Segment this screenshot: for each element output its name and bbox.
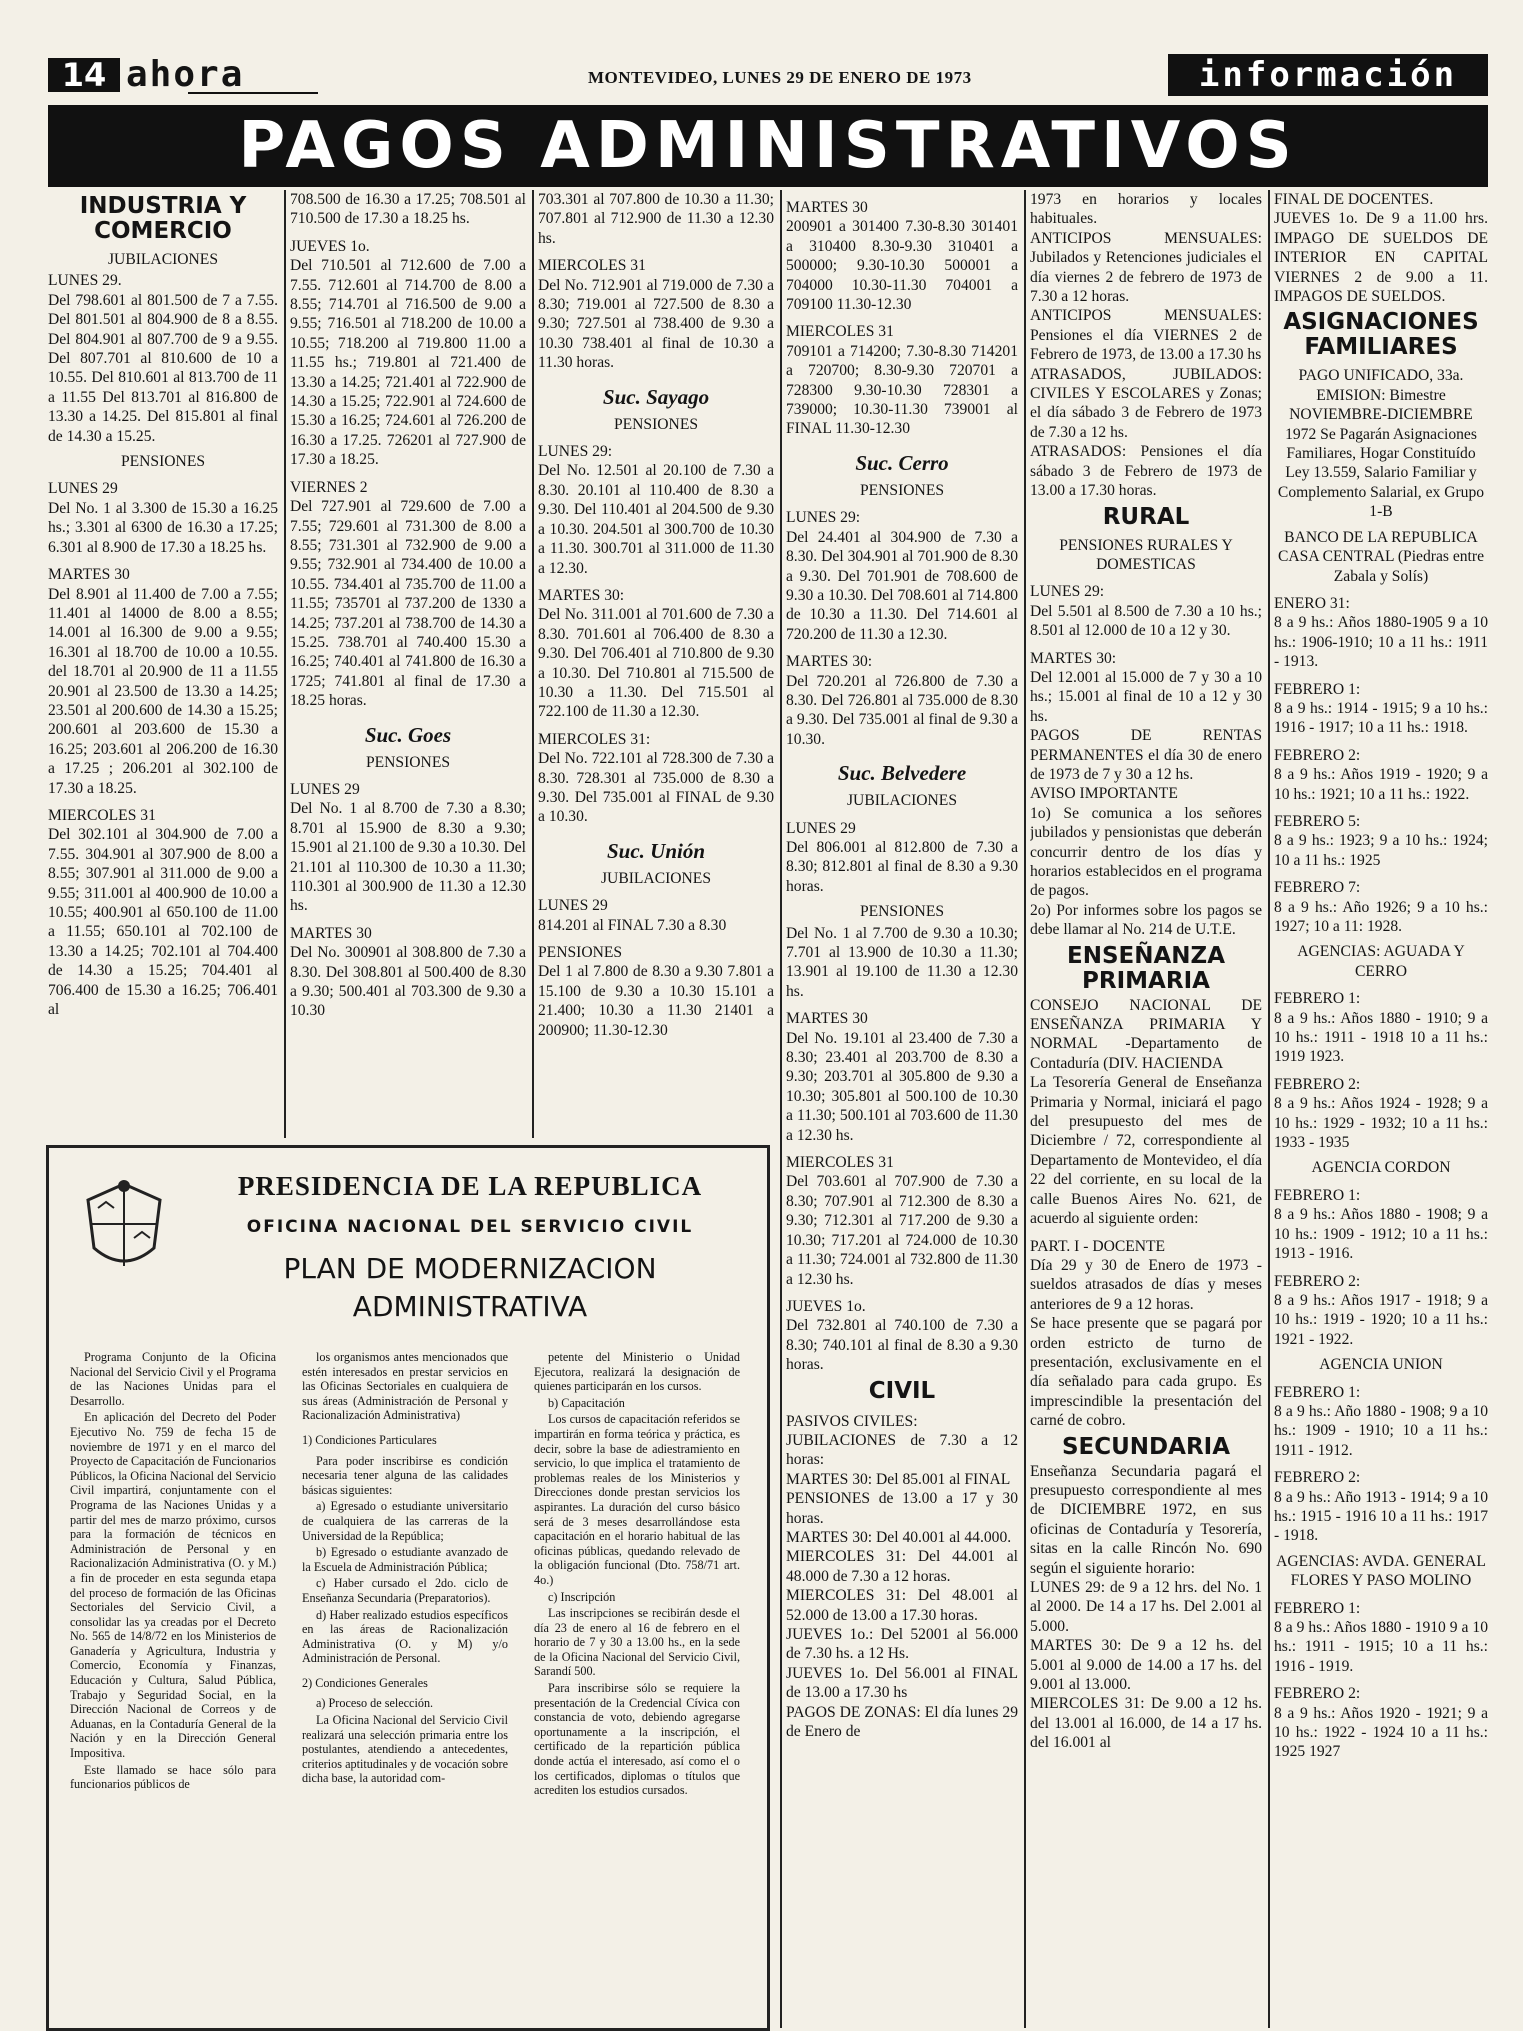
day-heading: JUEVES 1o. <box>290 237 370 255</box>
paragraph: Del 710.501 al 712.600 de 7.00 a 7.55. 712.601 al 714.700 de 8.00 a 8.55; 714.701 al 716.500 de 9.00 a 9.55; 716.501 al 718.200 de 10.00 a 10.55; 718.200 al 719.800 11.00 a 11.55 hs.; 719.801 al 721.400 de 13.30 a 14.25; 721.401 al 722.900 de 14.30 a 15.25; 722.901 al 724.600 de 15.30 a 16.25; 724.601 al 726.200 de 16.30 a 17.25. 726201 al 727.900 de 17.30 a 18.25. <box>290 257 526 469</box>
paragraph: ATRASADOS: Pensiones el día sábado 3 de Febrero de 1973 de 13.00 a 17.30 horas. <box>1030 443 1262 500</box>
subheading: PENSIONES <box>859 903 945 921</box>
day-heading: FEBRERO 1: <box>1274 1599 1361 1617</box>
subheading: JUBILACIONES <box>600 869 712 887</box>
dateline: MONTEVIDEO, LUNES 29 DE ENERO DE 1973 <box>588 68 972 87</box>
paragraph: Del No. 19.101 al 23.400 de 7.30 a 8.30; 23.401 al 203.700 de 8.30 a 9.30; 203.701 al 305.800 de 9.30 a 10.30; 305.801 al 500.100 de 10.30 a 11.30; 500.101 al 703.600 de 11.30 a 12.30 hs. <box>786 1029 1018 1144</box>
paragraph: Del No. 300901 al 308.800 de 7.30 a 8.30. Del 308.801 al 500.400 de 8.30 a 9.30; 500.401 al 703.300 de 9.30 a 10.30 <box>290 944 526 1020</box>
paragraph: ATRASADOS, JUBILADOS: CIVILES Y ESCOLARES y Zonas; el día sábado 3 de Febrero de 1973 de 7.30 a 12 hs. <box>1030 365 1262 441</box>
subheading: 1) Condiciones Particulares <box>302 1432 437 1447</box>
subheading: PENSIONES <box>120 453 206 471</box>
branch-heading: Suc. Goes <box>364 722 452 747</box>
paragraph: Del 806.001 al 812.800 de 7.30 a 8.30; 812.801 al final de 8.30 a 9.30 horas. <box>786 838 1018 895</box>
paragraph: Del No. 1 al 3.300 de 15.30 a 16.25 hs.; 3.301 al 6300 de 16.30 a 17.25; 6.301 al 8.900 de 17.30 a 18.25 hs. <box>48 499 278 556</box>
day-heading: LUNES 29: <box>538 443 613 461</box>
paragraph: ANTICIPOS MENSUALES: Jubilados y Retenciones judiciales el día viernes 2 de febrero de 1973 de 7.30 a 12 horas. <box>1030 229 1262 306</box>
paragraph: 8 a 9 hs.: Año 1913 - 1914; 9 a 10 hs.: 1915 - 1916 10 a 11 hs.: 1917 - 1918. <box>1274 1488 1488 1545</box>
national-coat-of-arms-icon <box>80 1178 168 1278</box>
day-heading: MARTES 30: <box>1030 649 1117 667</box>
day-heading: MARTES 30: <box>538 586 625 604</box>
paragraph: Del 24.401 al 304.900 de 7.30 a 8.30. Del 304.901 al 701.900 de 8.30 a 9.30. Del 701.901 de 708.600 de 9.30 a 10.30. Del 708.601 al 714.800 de 10.30 a 11.30. Del 714.601 al 720.200 de 11.30 a 12.30. <box>786 528 1018 643</box>
day-heading: FEBRERO 2: <box>1274 1272 1361 1290</box>
notice-title: PRESIDENCIA DE LA REPUBLICA <box>237 1171 703 1201</box>
paragraph: MARTES 30: Del 85.001 al FINAL <box>786 1470 1011 1488</box>
paragraph: c) Haber cursado el 2do. ciclo de Enseñanza Secundaria (Preparatorios). <box>302 1576 508 1605</box>
paragraph: Del No. 12.501 al 20.100 de 7.30 a 8.30. 20.101 al 110.400 de 8.30 a 9.30. Del 110.401 al 204.500 de 9.30 a 10.30. 204.501 al 300.700 de 10.30 a 11.30. 300.701 al 311.000 de 11.30 a 12.30. <box>538 462 774 577</box>
paragraph: d) Haber realizado estudios específicos en las áreas de Racionalización Administrativa (O. y M) y/o Administración de Personal. <box>302 1607 508 1666</box>
paragraph: LUNES 29: de 9 a 12 hrs. del No. 1 al 2000. De 14 a 17 hs. Del 2.001 al 5.000. <box>1030 1579 1262 1635</box>
branch-heading: Suc. Cerro <box>855 450 949 475</box>
paragraph: a) Egresado o estudiante universitario de cualquiera de las carreras de la Universidad de la República; <box>302 1499 508 1543</box>
paragraph: Programa Conjunto de la Oficina Nacional del Servicio Civil y el Programa de las Naciones Unidas para el Desarrollo. <box>70 1350 276 1408</box>
day-heading: MARTES 30 <box>786 199 868 216</box>
notice-column-2 <box>302 1350 508 2022</box>
paragraph: c) Inscripción <box>548 1589 616 1604</box>
masthead: ahora <box>126 54 245 95</box>
section-heading: ENSEÑANZA PRIMARIA <box>1066 942 1225 994</box>
paragraph: PAGOS DE ZONAS: El día lunes 29 de Enero de <box>786 1703 1018 1741</box>
column-rule <box>532 190 534 1138</box>
day-heading: MIERCOLES 31: <box>538 730 651 748</box>
notice-column-1 <box>70 1350 276 2022</box>
day-heading: FEBRERO 2: <box>1274 1685 1361 1703</box>
paragraph: Del 798.601 al 801.500 de 7 a 7.55. Del 801.501 al 804.900 de 8 a 8.55. Del 804.901 al 807.700 de 9 a 9.55. Del 807.701 al 810.600 de 10 a 10.55. Del 810.601 al 813.700 de 11 a 11.55 Del 813.701 al 816.800 de 13.30 a 14.25. Del 815.801 al final de 14.30 a 15.25. <box>48 291 278 445</box>
subheading: BANCO DE LA REPUBLICA CASA CENTRAL (Piedras entre Zabala y Solís) <box>1277 528 1484 585</box>
paragraph: petente del Ministerio o Unidad Ejecutora, realizará la designación de quienes participarán en los cursos. <box>534 1350 740 1394</box>
paragraph: a) Proceso de selección. <box>316 1696 434 1711</box>
paragraph: Los cursos de capacitación referidos se impartirán en forma teórica y práctica, es decir, sobre la base de adiestramiento en servicio, lo que implica el tratamiento de problemas reales de los Ministerios y Direcciones donde prestan servicios los aspirantes. La duración del curso básico será de 3 meses desarrollándose esta capacitación en el horario habitual de las oficinas públicas, quedando relevado de la obligación funcional (Dto. 758/71 art. 4o.) <box>534 1412 740 1587</box>
paragraph: 8 a 9 hs.: Año 1880 - 1908; 9 a 10 hs.: 1909 - 1910; 10 a 11 hs.: 1911 - 1912. <box>1274 1402 1488 1459</box>
paragraph: MIERCOLES 31: De 9.00 a 12 hs. del 13.001 al 16.000, de 14 a 17 hs. del 16.001 al <box>1030 1695 1262 1752</box>
paragraph: Del 1 al 7.800 de 8.30 a 9.30 7.801 a 15.100 de 9.30 a 10.30 15.101 a 21.400; 10.30 a 11.30 21401 a 200900; 11.30-12.30 <box>538 963 774 1039</box>
paragraph: Se hace presente que se pagará por orden estricto de turno de presentación, exclusivamente en el día señalado para cada grupo. Es imprescindible la presentación del carné de cobro. <box>1030 1315 1262 1430</box>
paragraph: 8 a 9 hs.: 1914 - 1915; 9 a 10 hs.: 1916 - 1917; 10 a 11 hs.: 1918. <box>1274 699 1488 737</box>
section-heading: SECUNDARIA <box>1061 1433 1231 1460</box>
day-heading: MARTES 30: <box>786 653 873 671</box>
paragraph: JUEVES 1o. Del 56.001 al FINAL de 13.00 a 17.30 hs <box>786 1664 1018 1702</box>
day-heading: FEBRERO 5: <box>1274 812 1361 830</box>
paragraph: 8 a 9 hs.: Años 1917 - 1918; 9 a 10 hs.: 1919 - 1920; 10 a 11 hs.: 1921 - 1922. <box>1274 1291 1488 1348</box>
paragraph: MARTES 30: Del 40.001 al 44.000. <box>786 1528 1012 1546</box>
day-heading: VIERNES 2 <box>290 478 368 496</box>
paragraph: 8 a 9 hs.: Año 1926; 9 a 10 hs.: 1927; 10 a 11: 1928. <box>1274 898 1488 935</box>
day-heading: MARTES 30 <box>48 566 130 584</box>
branch-heading: Suc. Sayago <box>602 384 710 409</box>
paragraph: FINAL DE DOCENTES. <box>1274 191 1434 208</box>
subheading: AGENCIA UNION <box>1319 1356 1443 1374</box>
paragraph: 8 a 9 hs.: 1923; 9 a 10 hs.: 1924; 10 a 11 hs.: 1925 <box>1274 832 1488 869</box>
paragraph: Enseñanza Secundaria pagará el presupuesto correspondiente al mes de DICIEMBRE 1972, en sus oficinas de Contaduría y Tesorería, sitas en la calle Rincón No. 690 según el siguiente horario: <box>1030 1462 1262 1577</box>
paragraph: 8 a 9 hs.: Años 1920 - 1921; 9 a 10 hs.: 1922 - 1924 10 a 11 hs.: 1925 1927 <box>1274 1704 1488 1761</box>
notice-column-3 <box>534 1350 740 2022</box>
paragraph: Del 5.501 al 8.500 de 7.30 a 10 hs.; 8.501 al 12.000 de 10 a 12 y 30. <box>1030 602 1262 640</box>
day-heading: FEBRERO 2: <box>1274 1469 1361 1487</box>
column-rule <box>1268 190 1270 2028</box>
paragraph: Del 720.201 al 726.800 de 7.30 a 8.30. Del 726.801 al 735.000 de 8.30 a 9.30. Del 735.001 al final de 9.30 a 10.30. <box>786 672 1018 748</box>
page-header <box>48 54 1488 96</box>
paragraph: los organismos antes mencionados que estén interesados en prestar servicios en las Oficinas Sectoriales en cualquiera de sus áreas (Administración de Personal y Racionalización Administrativa) <box>302 1350 508 1423</box>
paragraph: La Tesorería General de Enseñanza Primaria y Normal, iniciará el pago del presupuesto del mes de Diciembre / 72, correspondiente al Departamento de Montevideo, el día 22 del corriente, en su local de la calle Buenos Aires No. 621, de acuerdo al siguiente orden: <box>1030 1074 1262 1228</box>
paragraph: b) Egresado o estudiante avanzado de la Escuela de Administración Pública; <box>302 1545 508 1574</box>
column-rule <box>284 190 286 1138</box>
subheading: AGENCIAS: AVDA. GENERAL FLORES Y PASO MOLINO <box>1276 1552 1486 1590</box>
day-heading: MIERCOLES 31 <box>48 806 156 824</box>
paragraph: Del No. 722.101 al 728.300 de 7.30 a 8.30. 728.301 al 735.000 de 8.30 a 9.30. Del 735.001 al FINAL de 9.30 a 10.30. <box>538 750 774 826</box>
day-heading: MARTES 30 <box>290 924 372 942</box>
paragraph: MIERCOLES 31: Del 44.001 al 48.000 de 7.30 a 12 horas. <box>786 1548 1018 1585</box>
branch-heading: Suc. Belvedere <box>837 761 967 786</box>
paragraph: La Oficina Nacional del Servicio Civil realizará una selección primaria entre los postulantes, atendiendo a antecedentes, criterios aptitudinales y de vocación sobre dicha base, la autoridad com- <box>302 1713 508 1786</box>
paragraph: CONSEJO NACIONAL DE ENSEÑANZA PRIMARIA Y NORMAL -Departamento de Contaduría (DIV. HACIENDA <box>1030 996 1262 1072</box>
paragraph: 709101 a 714200; 7.30-8.30 714201 a 720700; 8.30-9.30 720701 a 728300 9.30-10.30 728301 a 739000; 10.30-11.30 739001 al FINAL 11.30-12.30 <box>786 342 1018 438</box>
paragraph: 200901 a 301400 7.30-8.30 301401 a 310400 8.30-9.30 310401 a 500000; 9.30-10.30 500001 a 704000 10.30-11.30 704001 a 709100 11.30-12.30 <box>786 218 1018 314</box>
paragraph: LUNES 29. <box>48 272 122 290</box>
day-heading: MIERCOLES 31 <box>538 257 646 275</box>
day-heading: LUNES 29: <box>1030 583 1105 601</box>
paragraph: 1973 en horarios y locales habituales. <box>1030 191 1262 228</box>
paragraph: Del 732.801 al 740.100 de 7.30 a 8.30; 740.101 al final de 8.30 a 9.30 horas. <box>786 1317 1018 1374</box>
day-heading: LUNES 29 <box>538 897 608 915</box>
day-heading: LUNES 29 <box>786 819 856 837</box>
paragraph: Del 12.001 al 15.000 de 7 y 30 a 10 hs.; 15.001 al final de 10 a 12 y 30 hs. <box>1030 668 1262 725</box>
day-heading: LUNES 29 <box>290 780 360 798</box>
day-heading: LUNES 29 <box>48 480 118 498</box>
paragraph: En aplicación del Decreto del Poder Ejecutivo No. 759 de fecha 15 de noviembre de 1971 y en el marco del Proyecto de Capacitación de Funcionarios Públicos, la Oficina Nacional del Servicio Civil impartirá, conjuntamente con el Programa de las Naciones Unidas y a partir del mes de marzo próximo, cursos para la formación de técnicos en Administración de Personal y en Racionalización Administrativa (O. y M.) a fin de proceder en esta segunda etapa del proceso de formación de las Oficinas Sectoriales del Servicio Civil, a consolidar las ya creadas por el Decreto No. 565 de 14/8/72 en los Ministerios de Ganadería y Agricultura, Industria y Comercio, Economía y Finanzas, Educación y Cultura, Salud Pública, Trabajo y Seguridad Social, en la Dirección Nacional de Correos y de Aduanas, en la Contaduría General de la Nación y en la Dirección General Impositiva. <box>70 1410 276 1761</box>
paragraph: Para inscribirse sólo se requiere la presentación de la Credencial Cívica con constancia de voto, debiendo agregarse oportunamente a la inscripción, el certificado de la repartición pública donde actúa el interesado, así como el o los certificados, diplomas o títulos que acrediten los estudios cursados. <box>534 1681 740 1798</box>
section-heading: INDUSTRIA Y COMERCIO <box>79 193 247 244</box>
paragraph: 8 a 9 hs.: Años 1880 - 1910 9 a 10 hs.: 1911 - 1915; 10 a 11 hs.: 1916 - 1919. <box>1274 1619 1488 1675</box>
paragraph: Del No. 311.001 al 701.600 de 7.30 a 8.30. 701.601 al 706.400 de 8.30 a 9.30. Del 706.401 al 710.800 de 9.30 a 10.30. Del 710.801 al 715.500 de 10.30 a 11.30. Del 715.501 al 722.100 de 11.30 a 12.30. <box>538 606 774 721</box>
masthead-rule <box>188 92 318 94</box>
column-4 <box>786 190 1018 2028</box>
paragraph: 2o) Por informes sobre los pagos se debe llamar al No. 214 de U.T.E. <box>1030 901 1262 939</box>
paragraph: JUEVES 1o. De 9 a 11.00 hrs. IMPAGO DE SUELDOS DE INTERIOR EN CAPITAL VIERNES 2 de 9.00 a 11. IMPAGOS DE SUELDOS. <box>1274 210 1488 306</box>
subheading: PENSIONES RURALES Y DOMESTICAS <box>1059 536 1233 573</box>
paragraph: Para poder inscribirse es condición necesaria tener alguna de las calidades básicas siguientes: <box>302 1453 508 1497</box>
day-heading: PENSIONES <box>538 944 623 961</box>
paragraph: PENSIONES de 13.00 a 17 y 30 horas. <box>786 1490 1018 1527</box>
section-label: información <box>1168 54 1488 96</box>
paragraph: 708.500 de 16.30 a 17.25; 708.501 al 710.500 de 17.30 a 18.25 hs. <box>290 191 526 228</box>
paragraph: 814.201 al FINAL 7.30 a 8.30 <box>538 916 727 934</box>
subheading: AGENCIAS: AGUADA Y CERRO <box>1297 943 1465 980</box>
paragraph: PAGOS DE RENTAS PERMANENTES el día 30 de enero de 1973 de 7 y 30 a 12 hs. <box>1030 727 1262 783</box>
paragraph: 8 a 9 hs.: Años 1919 - 1920; 9 a 10 hs.: 1921; 10 a 11 hs.: 1922. <box>1274 766 1488 803</box>
column-3 <box>538 190 774 1138</box>
section-heading: RURAL <box>1102 503 1190 530</box>
section-heading: ASIGNACIONES FAMILIARES <box>1283 309 1479 361</box>
day-heading: FEBRERO 1: <box>1274 1186 1361 1204</box>
subheading: PENSIONES <box>859 481 945 499</box>
column-2 <box>290 190 526 1138</box>
paragraph: 8 a 9 hs.: Años 1924 - 1928; 9 a 10 hs.: 1929 - 1932; 10 a 11 hs.: 1933 - 1935 <box>1274 1095 1488 1152</box>
paragraph: 1o) Se comunica a los señores jubilados y pensionistas que deberán concurrir dentro de los días y horarios establecidos en el programa de pagos. <box>1030 804 1262 900</box>
day-heading: FEBRERO 7: <box>1274 879 1361 897</box>
day-heading: MIERCOLES 31 <box>786 1154 894 1172</box>
paragraph: Del 8.901 al 11.400 de 7.00 a 7.55; 11.401 al 14000 de 8.00 a 8.55; 14.001 al 16.300 de 9.00 a 9.55; 16.301 al 18.700 de 10.00 a 10.55. del 18.701 al 20.900 de 11 a 11.55 20.901 al 23.500 de 13.30 a 14.25; 23.501 al 200.600 de 14.30 a 15.25; 200.601 al 203.600 de 15.30 a 16.25; 203.601 al 206.200 de 16.30 a 17.25 ; 206.201 al 302.100 de 17.30 a 18.25. <box>48 585 278 797</box>
day-heading: FEBRERO 1: <box>1274 1383 1361 1401</box>
subheading: AGENCIA CORDON <box>1311 1159 1451 1177</box>
banner-headline: PAGOS ADMINISTRATIVOS <box>48 105 1488 187</box>
paragraph: JUEVES 1o.: Del 52001 al 56.000 de 7.30 hs. a 12 Hs. <box>786 1626 1018 1663</box>
paragraph: Este llamado se hace sólo para funcionarios públicos de <box>70 1762 276 1792</box>
notice-headline: PLAN DE MODERNIZACION ADMINISTRATIVA <box>283 1252 657 1323</box>
day-heading: LUNES 29: <box>786 509 861 527</box>
notice-subtitle: OFICINA NACIONAL DEL SERVICIO CIVIL <box>246 1217 694 1237</box>
branch-heading: Suc. Unión <box>606 838 706 863</box>
paragraph: Del No. 1 al 8.700 de 7.30 a 8.30; 8.701 al 15.900 de 8.30 a 9.30; 15.901 al 21.100 de 9.30 a 10.30. Del 21.101 al 110.300 de 10.30 a 11.30; 110.301 al 300.900 de 11.30 a 12.30 hs. <box>290 800 526 915</box>
paragraph: Del 727.901 al 729.600 de 7.00 a 7.55; 729.601 al 731.300 de 8.00 a 8.55; 731.301 al 732.900 de 9.00 a 9.55; 732.901 al 734.400 de 10.00 a 10.55. 734.401 al 735.700 de 11.00 a 11.55; 735701 al 737.200 de 1330 a 14.25; 737.201 al 738.700 de 14.30 a 15.25. 738.701 al 740.400 15.30 a 16.25; 740.401 al 741.800 de 16.30 a 1725; 741.801 al final de 17.30 a 18.25 horas. <box>290 498 526 710</box>
subheading: PENSIONES <box>365 753 451 771</box>
day-heading: FEBRERO 1: <box>1274 680 1361 698</box>
day-heading: FEBRERO 1: <box>1274 990 1361 1008</box>
day-heading: FEBRERO 2: <box>1274 1075 1361 1093</box>
subheading: 2) Condiciones Generales <box>302 1675 428 1690</box>
section-heading: CIVIL <box>868 1377 936 1404</box>
column-rule <box>1024 190 1026 2028</box>
paragraph: JUBILACIONES de 7.30 a 12 horas: <box>786 1431 1018 1469</box>
paragraph: 8 a 9 hs.: Años 1880 - 1910; 9 a 10 hs.: 1911 - 1918 10 a 11 hs.: 1919 1923. <box>1274 1009 1488 1066</box>
column-6 <box>1274 190 1488 2028</box>
day-heading: PASIVOS CIVILES: <box>786 1412 918 1430</box>
page-number: 14 <box>48 58 120 92</box>
subheading: PENSIONES <box>613 415 699 433</box>
paragraph: b) Capacitación <box>548 1395 625 1410</box>
paragraph: AVISO IMPORTANTE <box>1030 785 1178 803</box>
day-heading: FEBRERO 2: <box>1274 746 1361 764</box>
paragraph: Del 703.601 al 707.900 de 7.30 a 8.30; 707.901 al 712.300 de 8.30 a 9.30; 712.301 al 717.200 de 9.30 a 10.30; 717.201 al 724.000 de 10.30 a 11.30; 724.001 al 732.800 de 11.30 a 12.30 hs. <box>786 1173 1018 1288</box>
column-1 <box>48 190 278 1138</box>
column-5 <box>1030 190 1262 2028</box>
subheading: JUBILACIONES <box>846 792 958 810</box>
day-heading: PART. I - DOCENTE <box>1030 1237 1166 1255</box>
paragraph: 8 a 9 hs.: Años 1880-1905 9 a 10 hs.: 1906-1910; 10 a 11 hs.: 1911 - 1913. <box>1274 614 1488 671</box>
day-heading: ENERO 31: <box>1274 594 1350 612</box>
paragraph: 8 a 9 hs.: Años 1880 - 1908; 9 a 10 hs.: 1909 - 1912; 10 a 11 hs.: 1913 - 1916. <box>1274 1206 1488 1263</box>
day-heading: JUEVES 1o. <box>786 1297 866 1315</box>
subheading: JUBILACIONES <box>107 251 219 268</box>
column-rule <box>780 190 782 2028</box>
day-heading: MARTES 30 <box>786 1010 868 1028</box>
paragraph: Del 302.101 al 304.900 de 7.00 a 7.55. 304.901 al 307.900 de 8.00 a 8.55; 307.901 al 311.000 de 9.00 a 9.55; 311.001 al 400.900 de 10.00 a 10.55; 400.901 al 650.100 de 11.00 a 11.55; 650.101 al 702.100 de 13.30 a 14.25; 702.101 al 704.400 de 14.30 a 15.25; 704.401 al 706.400 de 15.30 a 16.25; 706.401 al <box>48 826 278 1019</box>
paragraph: Del No. 1 al 7.700 de 9.30 a 10.30; 7.701 al 13.900 de 10.30 a 11.30; 13.901 al 19.100 de 11.30 a 12.30 hs. <box>786 924 1018 1000</box>
subheading: PAGO UNIFICADO, 33a. EMISION: Bimestre NOVIEMBRE-DICIEMBRE 1972 Se Pagarán Asignaciones Familiares, Hogar Constituído Ley 13.559, Salario Familiar y Complemento Salarial, ex Grupo 1-B <box>1277 367 1485 521</box>
paragraph: ANTICIPOS MENSUALES: Pensiones el día VIERNES 2 de Febrero de 1973, de 13.00 a 17.30 hs <box>1030 307 1262 364</box>
paragraph: 703.301 al 707.800 de 10.30 a 11.30; 707.801 al 712.900 de 11.30 a 12.30 hs. <box>538 191 774 247</box>
day-heading: MIERCOLES 31 <box>786 323 894 341</box>
paragraph: Del No. 712.901 al 719.000 de 7.30 a 8.30; 719.001 al 727.500 de 8.30 a 9.30; 727.501 al 738.400 de 9.30 a 10.30 738.401 al final de 10.30 a 11.30 horas. <box>538 276 774 372</box>
paragraph: Día 29 y 30 de Enero de 1973 - sueldos atrasados de días y meses anteriores de 9 a 12 horas. <box>1030 1256 1262 1313</box>
paragraph: Las inscripciones se recibirán desde el día 23 de enero al 16 de febrero en el horario de 7 y 30 a 13.00 hs., en la sede de la Oficina Nacional del Servicio Civil, Sarandí 500. <box>534 1606 740 1679</box>
paragraph: MARTES 30: De 9 a 12 hs. del 5.001 al 9.000 de 14.00 a 17 hs. del 9.001 al 13.000. <box>1030 1637 1262 1694</box>
paragraph: MIERCOLES 31: Del 48.001 al 52.000 de 13.00 a 17.30 horas. <box>786 1587 1018 1624</box>
